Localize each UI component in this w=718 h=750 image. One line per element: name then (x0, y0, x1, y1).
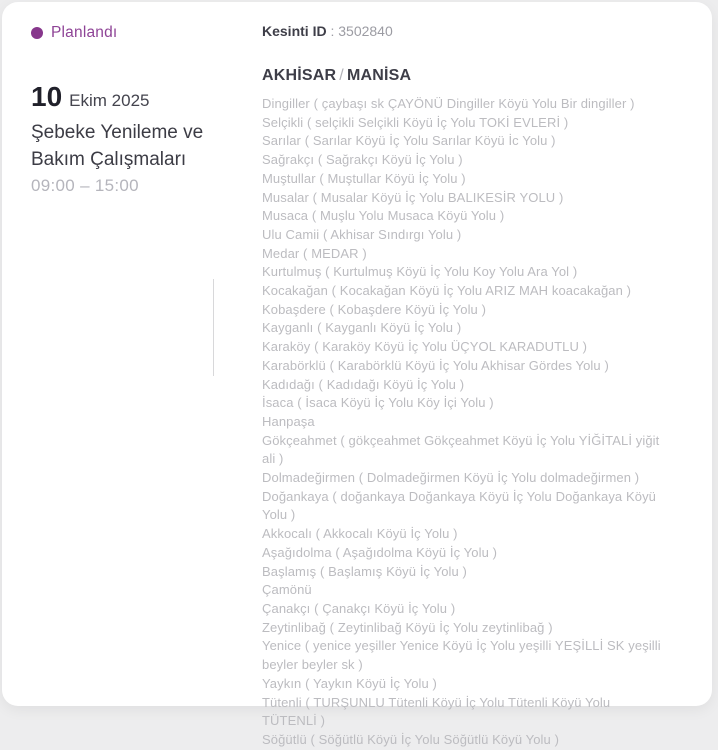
affected-area-item: Musalar ( Musalar Köyü İç Yolu BALIKESİR YOLU ) (262, 189, 564, 205)
outage-id-value: 3502840 (338, 23, 393, 39)
affected-area-item: Karabörklü ( Karabörklü Köyü İç Yolu Akhisar Gördes Yolu ) (262, 357, 609, 373)
status-label: Planlandı (51, 24, 118, 41)
affected-area-item: Çanakçı ( Çanakçı Köyü İç Yolu ) (262, 600, 456, 616)
affected-area-item: Kocakağan ( Kocakağan Köyü İç Yolu ARIZ MAH koacakağan ) (262, 283, 632, 299)
region-city: MANİSA (346, 67, 412, 84)
outage-id-label: Kesinti ID (262, 23, 327, 39)
affected-area-item: Aşağıdolma ( Aşağıdolma Köyü İç Yolu ) (262, 544, 498, 560)
outage-id-separator: : (330, 23, 335, 39)
region-district: AKHİSAR (262, 67, 337, 84)
affected-area-item: Doğankaya ( doğankaya Doğankaya Köyü İç Yolu Doğankaya Köyü Yolu ) (262, 488, 657, 523)
affected-area-item: Selçikli ( selçikli Selçikli Köyü İç Yolu TOKİ EVLERİ ) (262, 114, 569, 130)
affected-area-item: Musaca ( Muşlu Yolu Musaca Köyü Yolu ) (262, 208, 505, 224)
region-separator: / (339, 67, 344, 84)
affected-area-item: Sarılar ( Sarılar Köyü İç Yolu Sarılar Köyü İc Yolu ) (262, 133, 556, 149)
outage-title: Şebeke Yenileme ve Bakım Çalışmaları (31, 122, 204, 170)
affected-area-item: Sağrakçı ( Sağrakçı Köyü İç Yolu ) (262, 152, 463, 168)
affected-area-item: Çamönü (262, 582, 312, 598)
affected-area-item: Muştullar ( Muştullar Köyü İç Yolu ) (262, 170, 466, 186)
outage-id-row (262, 23, 664, 39)
affected-area-item: Ulu Camii ( Akhisar Sındırgı Yolu ) (262, 226, 462, 242)
affected-area-item: Dingiller ( çaybaşı sk ÇAYÖNÜ Dingiller Köyü Yolu Bir dingiller ) (262, 96, 635, 111)
affected-area-item: Dolmadeğirmen ( Dolmadeğirmen Köyü İç Yolu dolmadeğirmen ) (262, 470, 640, 486)
affected-area-item: Gökçeahmet ( gökçeahmet Gökçeahmet Köyü İç Yolu YİĞİTALİ yiğit ali ) (262, 432, 660, 467)
affected-area-item: Yaykın ( Yaykın Köyü İç Yolu ) (262, 675, 437, 691)
affected-area-item: Kobaşdere ( Kobaşdere Köyü İç Yolu ) (262, 301, 487, 317)
outage-detail-card (2, 2, 712, 747)
outage-time-range: 09:00 – 15:00 (31, 176, 139, 195)
affected-area-item: Medar ( MEDAR ) (262, 245, 367, 261)
status-dot-icon (31, 27, 43, 39)
outage-detail-column (262, 23, 664, 750)
outage-month-year: Ekim 2025 (69, 91, 150, 110)
status-badge (31, 24, 221, 42)
affected-area-item: Kurtulmuş ( Kurtulmuş Köyü İç Yolu Koy Yolu Ara Yol ) (262, 264, 578, 280)
outage-day: 10 (31, 81, 63, 112)
outage-date (31, 82, 221, 112)
affected-area-item: Başlamış ( Başlamış Köyü İç Yolu ) (262, 563, 467, 579)
affected-area-item: Yenice ( yenice yeşiller Yenice Köyü İç Yolu yeşilli YEŞİLLİ SK yeşilli beyler beyler sk ) (262, 638, 661, 673)
affected-area-item: Söğütlü ( Söğütlü Köyü İç Yolu Söğütlü Köyü Yolu ) (262, 731, 559, 747)
affected-area-item: Akkocalı ( Akkocalı Köyü İç Yolu ) (262, 526, 458, 542)
affected-area-item: Karaköy ( Karaköy Köyü İç Yolu ÜÇYOL KARADUTLU ) (262, 339, 588, 355)
outage-summary-column (31, 24, 221, 196)
affected-area-item: Kayganlı ( Kayganlı Köyü İç Yolu ) (262, 320, 462, 336)
affected-area-item: Zeytinlibağ ( Zeytinlibağ Köyü İç Yolu zeytinlibağ ) (262, 619, 553, 635)
affected-area-item: Tütenli ( TURŞUNLU Tütenli Köyü İç Yolu Tütenli Köyü Yolu TÜTENLİ ) (262, 694, 611, 729)
affected-areas-list (262, 95, 664, 750)
column-divider (213, 279, 214, 376)
affected-area-item: Kadıdağı ( Kadıdağı Köyü İç Yolu ) (262, 376, 465, 392)
affected-area-item: Hanpaşa (262, 413, 315, 429)
region-heading (262, 67, 664, 85)
affected-area-item: İsaca ( İsaca Köyü İç Yolu Köy İçi Yolu ) (262, 395, 494, 411)
